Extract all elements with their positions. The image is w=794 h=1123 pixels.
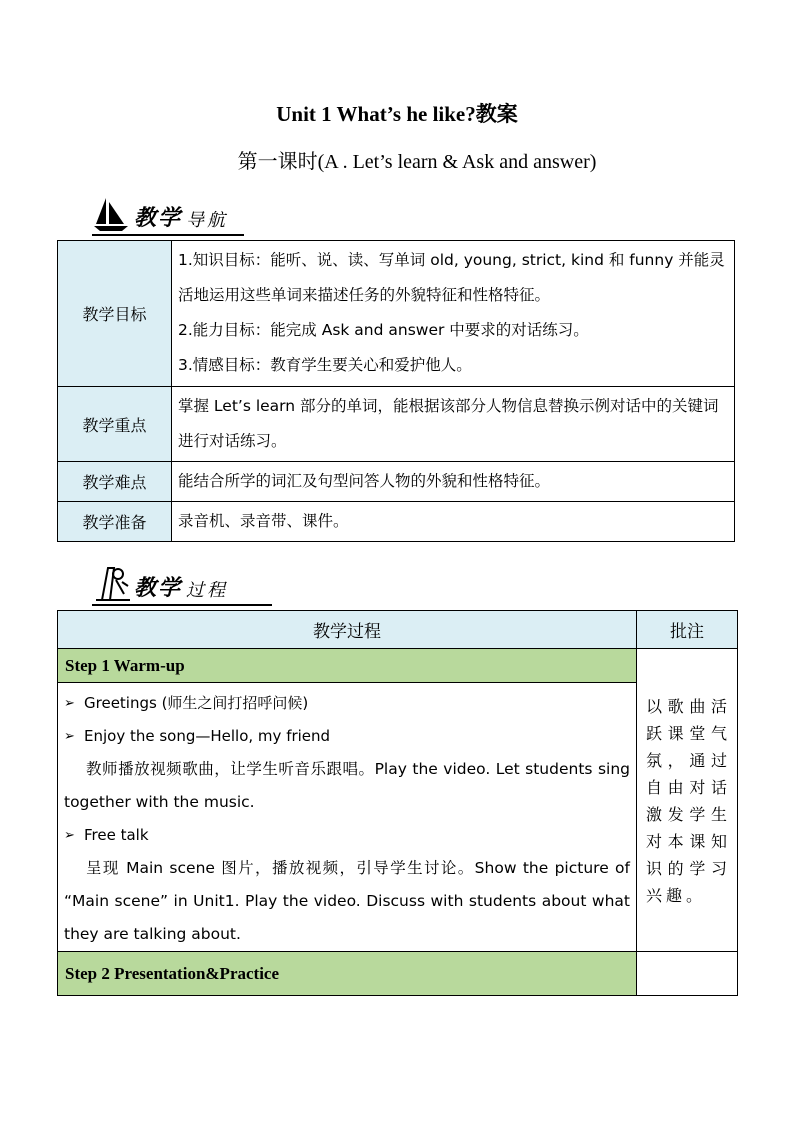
key-points-text: 掌握 Let’s learn 部分的单词，能根据该部分人物信息替换示例对话中的关键词进行对话练习。 xyxy=(178,397,719,450)
objective-emotion: 3.情感目标：教育学生要关心和爱护他人。 xyxy=(178,356,472,374)
column-header-note: 批注 xyxy=(637,611,738,649)
page-title: Unit 1 What’s he like?教案 xyxy=(276,102,518,126)
teaching-nav-table xyxy=(57,240,735,542)
objective-knowledge: 1.知识目标：能听、说、读、写单词 old, young, strict, kind 和 funny 并能灵活地运用这些单词来描述任务的外貌特征和性格特征。 xyxy=(178,251,725,304)
banner-main-text: 教学 xyxy=(134,206,183,231)
banner-underline xyxy=(92,234,244,236)
banner-sub-text: 导航 xyxy=(186,210,229,231)
section-banner-process xyxy=(92,562,228,602)
row-label: 教学难点 xyxy=(58,462,172,502)
step-body xyxy=(58,683,637,952)
list-item xyxy=(64,687,630,720)
page-subtitle: 第一课时(A . Let’s learn & Ask and answer) xyxy=(237,151,597,173)
row-content xyxy=(172,241,735,387)
arrow-bullet-icon: ➢ xyxy=(64,828,75,843)
row-label: 教学目标 xyxy=(58,241,172,387)
arrow-bullet-icon: ➢ xyxy=(64,696,75,711)
table-header-row xyxy=(58,611,738,649)
column-header-process: 教学过程 xyxy=(58,611,637,649)
row-label: 教学准备 xyxy=(58,502,172,542)
banner-sub-text: 过程 xyxy=(186,580,229,601)
banner-underline xyxy=(92,604,272,606)
sailboat-icon xyxy=(92,194,132,232)
section-banner-nav xyxy=(92,192,228,232)
note-cell-empty xyxy=(637,952,738,996)
table-row xyxy=(58,952,738,996)
bullet-text: Enjoy the song—Hello, my friend xyxy=(84,727,331,745)
banner-main-text: 教学 xyxy=(134,576,183,601)
table-row xyxy=(58,462,735,502)
note-cell: 以歌曲活跃课堂气氛，通过自由对话激发学生对本课知识的学习兴趣。 xyxy=(637,649,738,952)
row-content xyxy=(172,462,735,502)
paragraph: 教师播放视频歌曲，让学生听音乐跟唱。Play the video. Let students sing together with the music. xyxy=(64,760,630,811)
table-row xyxy=(58,387,735,462)
bullet-text: Free talk xyxy=(84,826,149,844)
row-label: 教学重点 xyxy=(58,387,172,462)
table-row xyxy=(58,683,738,952)
step-title: Step 1 Warm-up xyxy=(58,649,637,683)
objective-ability: 2.能力目标：能完成 Ask and answer 中要求的对话练习。 xyxy=(178,321,589,339)
preparation-text: 录音机、录音带、课件。 xyxy=(178,512,349,530)
arrow-bullet-icon: ➢ xyxy=(64,729,75,744)
pencil-figure-icon xyxy=(92,564,132,602)
list-item xyxy=(64,720,630,753)
row-content xyxy=(172,502,735,542)
step-title: Step 2 Presentation&Practice xyxy=(58,952,637,996)
difficult-points-text: 能结合所学的词汇及句型问答人物的外貌和性格特征。 xyxy=(178,472,551,490)
table-row xyxy=(58,649,738,683)
bullet-text: Greetings (师生之间打招呼问候) xyxy=(84,694,309,712)
paragraph: 呈现 Main scene 图片，播放视频，引导学生讨论。Show the picture of “Main scene” in Unit1. Play the video. Discuss with students about what they are talking about. xyxy=(64,859,630,943)
list-item xyxy=(64,819,630,852)
teaching-process-table xyxy=(57,610,738,996)
row-content xyxy=(172,387,735,462)
table-row xyxy=(58,502,735,542)
table-row xyxy=(58,241,735,387)
